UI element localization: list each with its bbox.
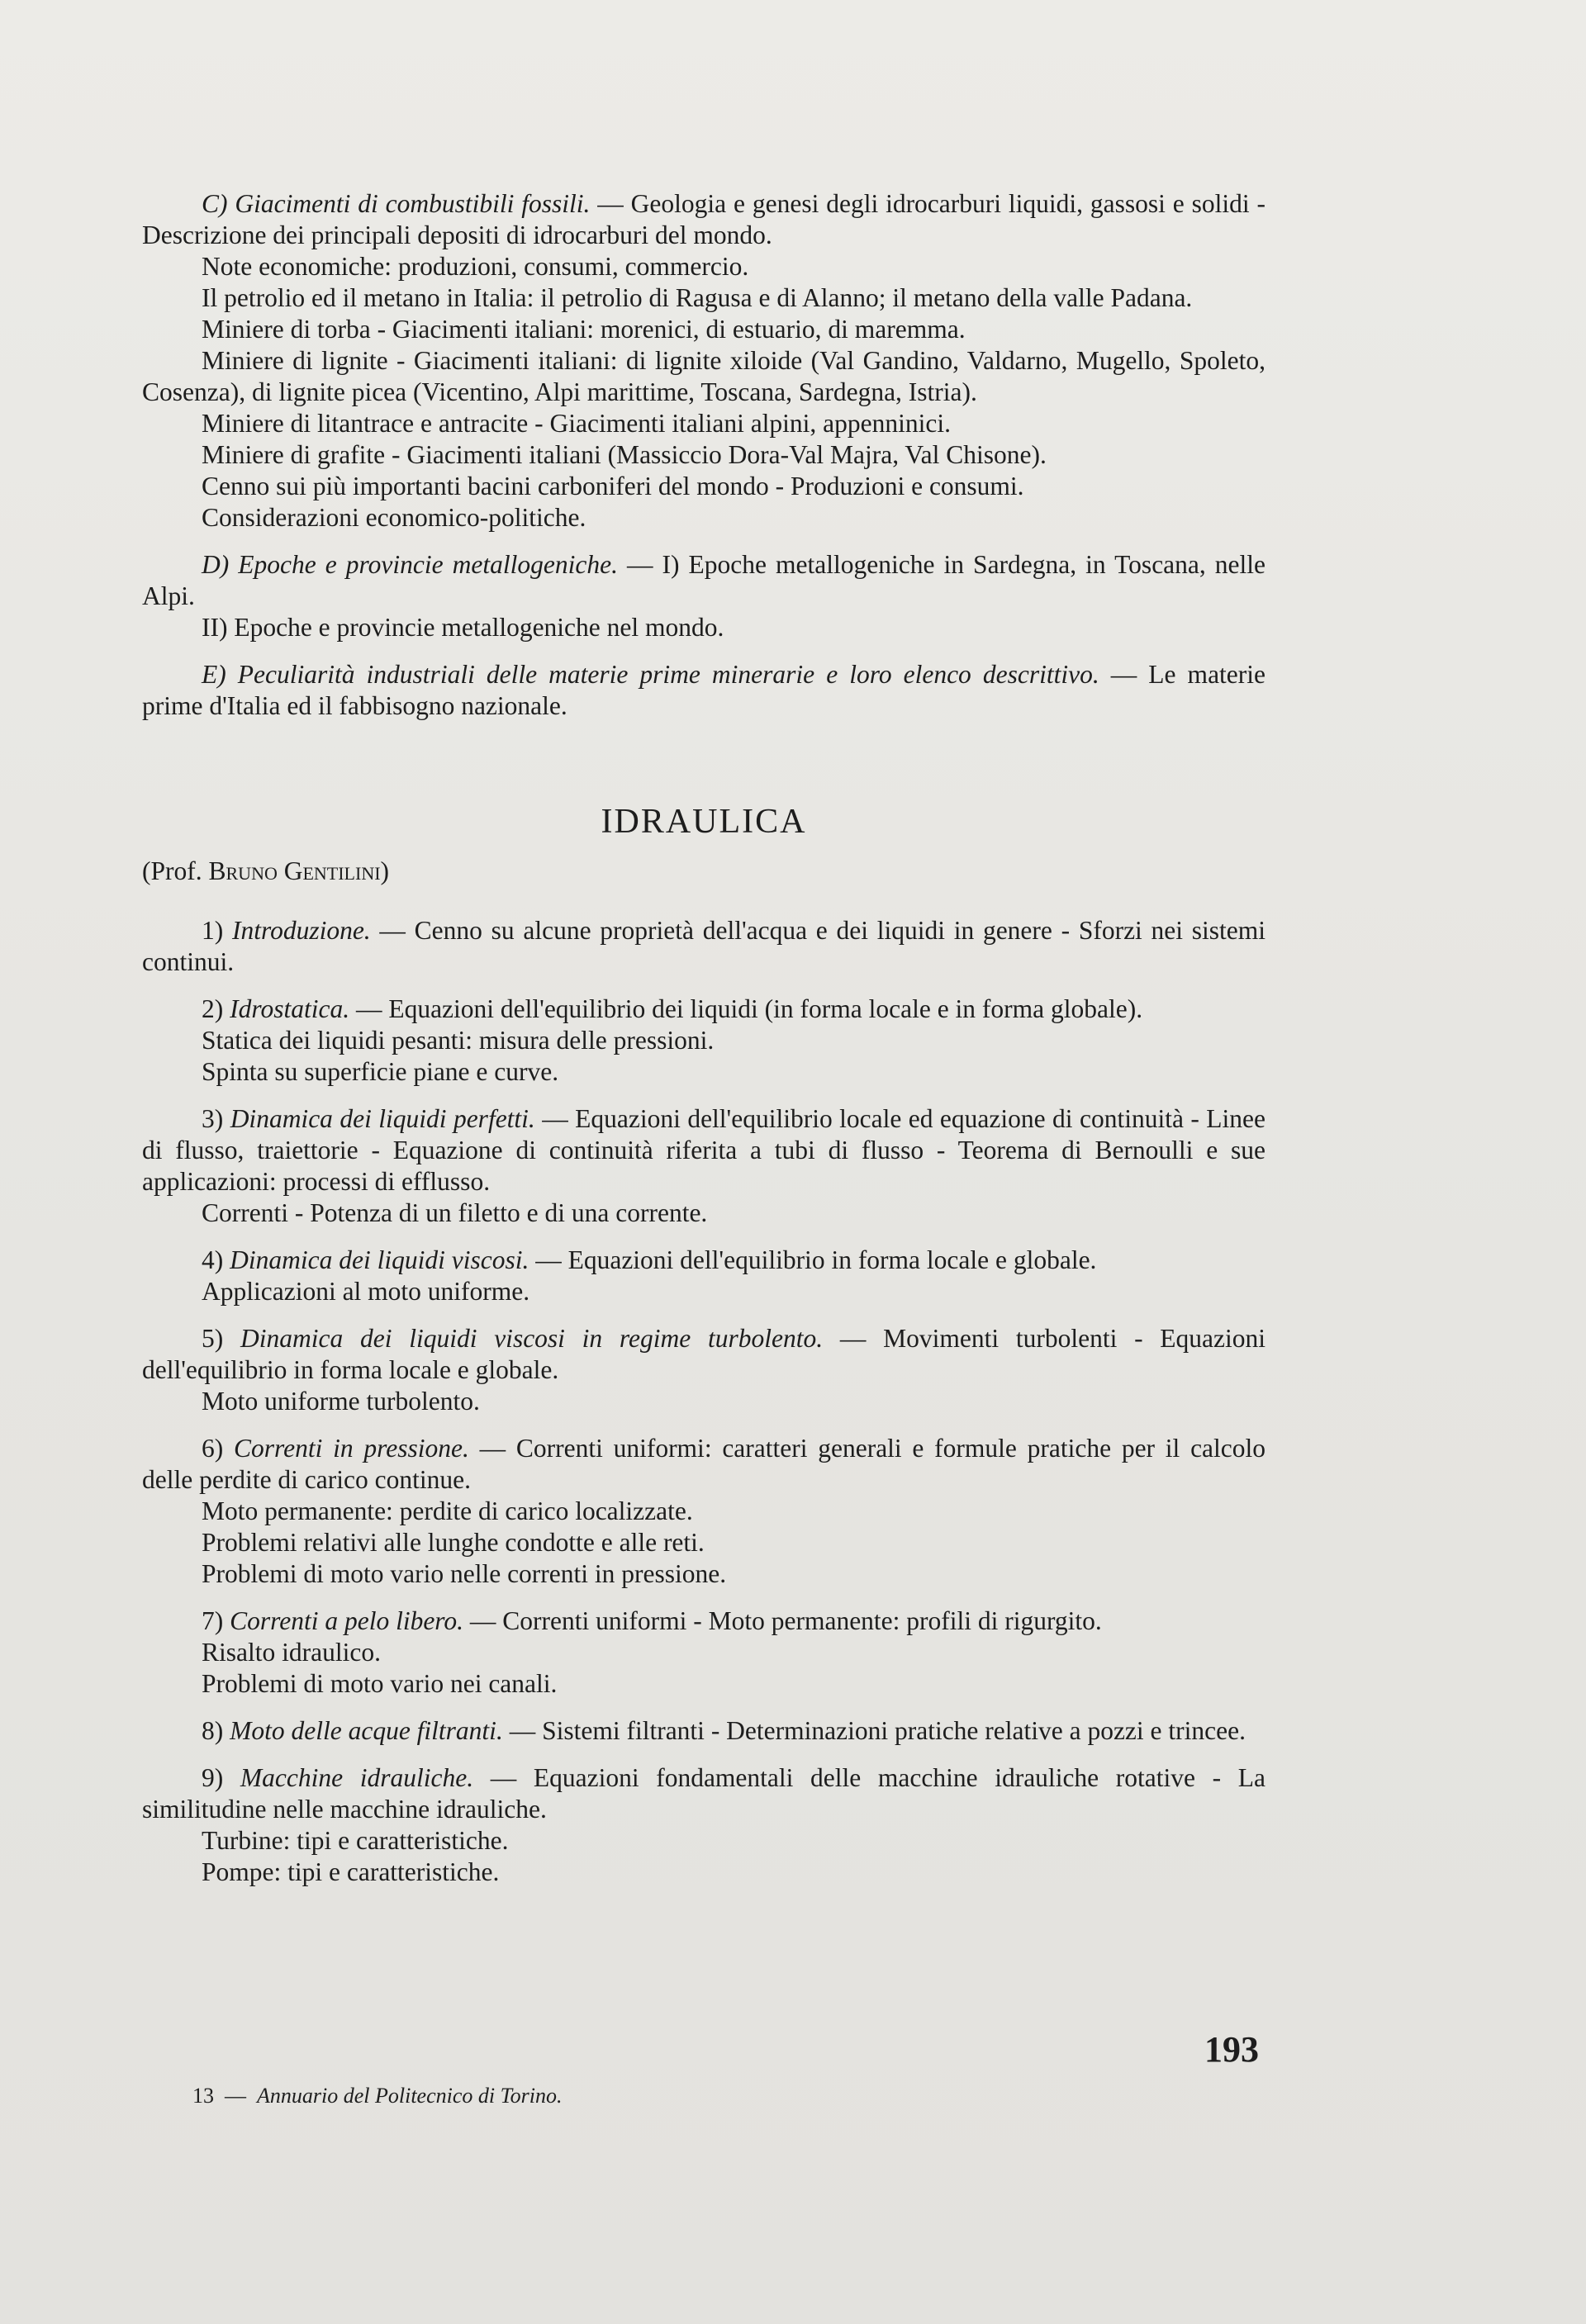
topic-heading: 5) Dinamica dei liquidi viscosi in regime turbolento. — Movimenti turbolenti - Equazioni dell'equilibrio in forma locale e globale. — [142, 1324, 1266, 1384]
topic-title: Idrostatica. — [230, 994, 350, 1023]
topic-heading: 8) Moto delle acque filtranti. — Sistemi filtranti - Determinazioni pratiche relative a pozzi e trincee. — [202, 1716, 1246, 1745]
page-footer — [192, 2084, 563, 2108]
course-title: IDRAULICA — [601, 803, 807, 841]
footer-title: Annuario del Politecnico di Torino. — [257, 2084, 563, 2108]
section-e-intro: — Le materie prime d'Italia ed il fabbisogno nazionale. — [142, 660, 1266, 720]
topic-heading: 4) Dinamica dei liquidi viscosi. — Equazioni dell'equilibrio in forma locale e globale. — [202, 1245, 1097, 1274]
section-e-title: Peculiarità industriali delle materie prime minerarie e loro elenco descrittivo. — [237, 660, 1099, 689]
topic-heading: 2) Idrostatica. — Equazioni dell'equilibrio dei liquidi (in forma locale e in forma globale). — [202, 994, 1143, 1023]
section-c-label: C) — [202, 189, 228, 218]
footer-dash: — — [225, 2084, 246, 2108]
topic-line: Statica dei liquidi pesanti: misura delle pressioni. — [202, 1026, 715, 1055]
topic-title: Correnti in pressione. — [234, 1434, 469, 1463]
section-d-line: II) Epoche e provincie metallogeniche nel mondo. — [202, 613, 724, 642]
section-c-line: Il petrolio ed il metano in Italia: il petrolio di Ragusa e di Alanno; il metano della valle Padana. — [202, 283, 1193, 312]
section-c-intro: — Geologia e genesi degli idrocarburi liquidi, gassosi e solidi - Descrizione dei principali depositi di idrocarburi del mondo. — [142, 189, 1266, 249]
section-c-line: Miniere di torba - Giacimenti italiani: morenici, di estuario, di maremma. — [202, 315, 966, 344]
topic-heading: 9) Macchine idrauliche. — Equazioni fondamentali delle macchine idrauliche rotative - La similitudine nelle macchine idrauliche. — [142, 1763, 1265, 1824]
topic-heading: 6) Correnti in pressione. — Correnti uniformi: caratteri generali e formule pratiche per il calcolo delle perdite di carico continue. — [142, 1434, 1266, 1494]
section-c-line: Miniere di lignite - Giacimenti italiani: di lignite xiloide (Val Gandino, Valdarno, Mugello, Spoleto, Cosenza), di lignite picea (Vicentino, Alpi marittime, Toscana, Sardegna, Istria). — [142, 346, 1265, 406]
topic-line: Applicazioni al moto uniforme. — [202, 1277, 530, 1306]
section-d-heading — [142, 549, 1265, 612]
topic-heading: 1) Introduzione. — Cenno su alcune proprietà dell'acqua e dei liquidi in genere - Sforzi nei sistemi continui. — [142, 916, 1266, 976]
topic-line: Moto uniforme turbolento. — [202, 1387, 480, 1416]
topic-line: Pompe: tipi e caratteristiche. — [202, 1857, 500, 1886]
topic-line: Turbine: tipi e caratteristiche. — [202, 1826, 509, 1855]
course-author: (Prof. Bruno Gentilini) — [142, 856, 390, 885]
topic-line: Correnti - Potenza di un filetto e di una corrente. — [202, 1198, 708, 1227]
topic-title: Dinamica dei liquidi viscosi. — [230, 1245, 529, 1274]
topic-title: Macchine idrauliche. — [240, 1763, 474, 1792]
page-content — [142, 188, 1265, 1888]
section-c-line: Considerazioni economico-politiche. — [202, 503, 586, 532]
footer-signature: 13 — [192, 2084, 214, 2108]
section-c-heading — [142, 188, 1265, 251]
topic-title: Introduzione. — [231, 916, 371, 945]
section-c-line: Cenno sui più importanti bacini carboniferi del mondo - Produzioni e consumi. — [202, 472, 1024, 500]
topic-heading: 3) Dinamica dei liquidi perfetti. — Equazioni dell'equilibrio locale ed equazione di continuità - Linee di flusso, traiettorie - Equazione di continuità riferita a tubi di flusso - Teorema di Bernoulli e sue applicazioni: processi di efflusso. — [142, 1104, 1266, 1196]
section-d-label: D) — [202, 550, 230, 579]
section-d-title: Epoche e provincie metallogeniche. — [238, 550, 618, 579]
section-c-title: Giacimenti di combustibili fossili. — [235, 189, 591, 218]
section-e-label: E) — [202, 660, 226, 689]
section-e-heading — [142, 659, 1265, 722]
topic-list — [142, 915, 1265, 1888]
topic-line: Problemi di moto vario nei canali. — [202, 1669, 558, 1698]
topic-line: Problemi relativi alle lunghe condotte e alle reti. — [202, 1528, 705, 1557]
section-d-intro: — I) Epoche metallogeniche in Sardegna, in Toscana, nelle Alpi. — [142, 550, 1266, 610]
topic-heading: 7) Correnti a pelo libero. — Correnti uniformi - Moto permanente: profili di rigurgito. — [202, 1606, 1102, 1635]
section-c-line: Note economiche: produzioni, consumi, commercio. — [202, 252, 749, 281]
author-name: Bruno Gentilini — [208, 856, 381, 885]
topic-line: Risalto idraulico. — [202, 1638, 381, 1667]
page-number: 193 — [1204, 2029, 1259, 2070]
section-c-line: Miniere di litantrace e antracite - Giacimenti italiani alpini, appenninici. — [202, 409, 952, 438]
topic-title: Moto delle acque filtranti. — [230, 1716, 503, 1745]
topic-title: Dinamica dei liquidi perfetti. — [230, 1104, 535, 1133]
topic-line: Problemi di moto vario nelle correnti in pressione. — [202, 1559, 727, 1588]
topic-line: Spinta su superficie piane e curve. — [202, 1057, 559, 1086]
topic-line: Moto permanente: perdite di carico localizzate. — [202, 1496, 693, 1525]
topic-title: Dinamica dei liquidi viscosi in regime turbolento. — [240, 1324, 824, 1353]
section-c-line: Miniere di grafite - Giacimenti italiani (Massiccio Dora-Val Majra, Val Chisone). — [202, 440, 1047, 469]
topic-title: Correnti a pelo libero. — [230, 1606, 464, 1635]
